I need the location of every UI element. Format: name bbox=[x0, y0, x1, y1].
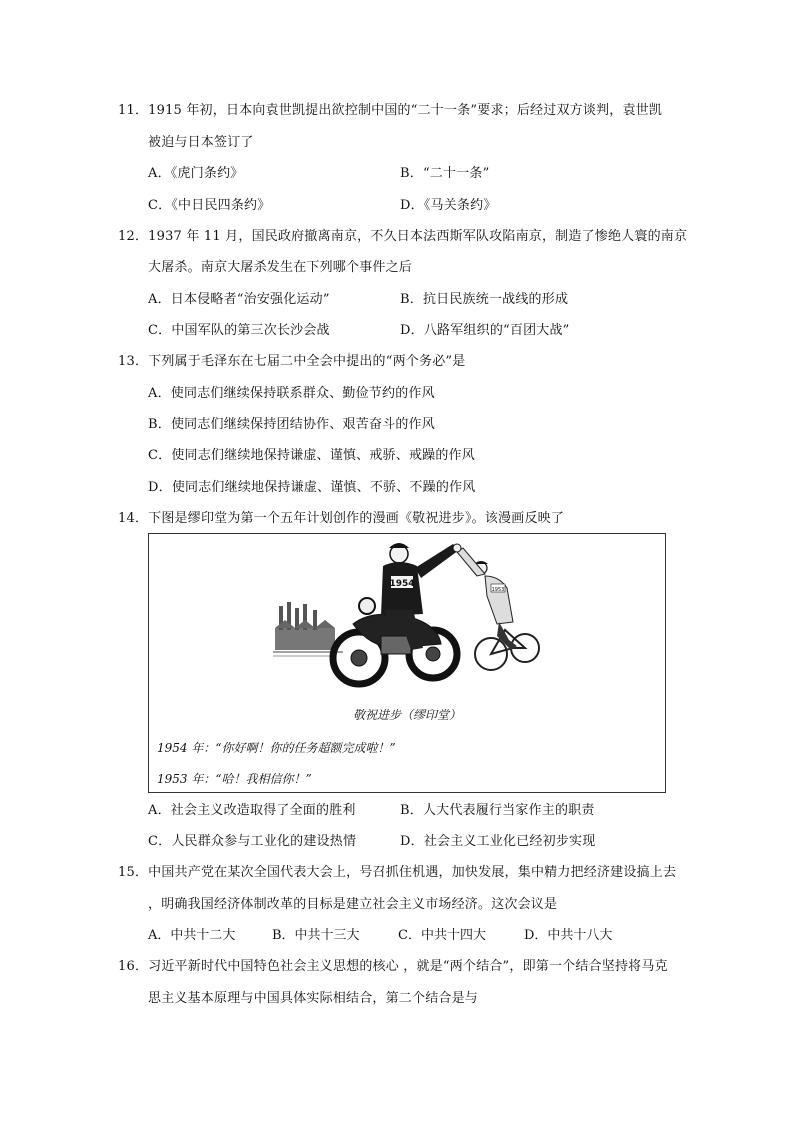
question-14-option-d: D．社会主义工业化已经初步实现 bbox=[400, 834, 596, 849]
question-12-option-d: D．八路军组织的“百团大战” bbox=[400, 323, 570, 338]
question-15-option-a: A．中共十二大 bbox=[148, 928, 236, 943]
badge-1953-label: 1953 bbox=[491, 587, 505, 593]
handshake bbox=[453, 544, 461, 552]
question-14-stem: 14．下图是缪印堂为第一个五年计划创作的漫画《敬祝进步》。该漫画反映了 bbox=[118, 511, 565, 526]
cartoon-caption: 敬祝进步（缪印堂） bbox=[352, 708, 461, 722]
question-11-option-a: A．《虎门条约》 bbox=[148, 166, 244, 181]
question-12-option-a: A．日本侵略者“治安强化运动” bbox=[148, 292, 330, 307]
question-14-option-c: C．人民群众参与工业化的建设热情 bbox=[148, 834, 357, 849]
question-11-stem: 11．1915 年初，日本向袁世凯提出欲控制中国的“二十一条”要求；后经过双方谈判，袁世凯 bbox=[118, 103, 663, 118]
cartoon-dialogue-1954: 1954 年：“你好啊！你的任务超额完成啦！” bbox=[157, 741, 396, 755]
question-11-option-d: D．《马关条约》 bbox=[400, 198, 497, 213]
question-12-option-b: B．抗日民族统一战线的形成 bbox=[400, 292, 569, 307]
cartoon-figure bbox=[148, 533, 666, 793]
question-12-stem: 12．1937 年 11 月，国民政府撤离南京，不久日本法西斯军队攻陷南京，制造了惨绝人寰的南京 bbox=[118, 229, 688, 244]
question-15-option-c: C．中共十四大 bbox=[398, 928, 486, 943]
bicycle bbox=[475, 630, 539, 670]
question-11-option-b: B．“二十一条” bbox=[400, 166, 490, 181]
rider-1953 bbox=[457, 548, 517, 650]
question-13-option-c: C．使同志们继续地保持谦虚、谨慎、戒骄、戒躁的作风 bbox=[148, 448, 475, 463]
cartoon-illustration bbox=[273, 536, 543, 701]
question-15-stem-cont: ，明确我国经济体制改革的目标是建立社会主义市场经济。这次会议是 bbox=[148, 897, 558, 912]
question-16-stem-cont: 思主义基本原理与中国具体实际相结合，第二个结合是与 bbox=[148, 991, 479, 1006]
question-14-option-b: B．人大代表履行当家作主的职责 bbox=[400, 803, 595, 818]
question-13-option-d: D．使同志们继续地保持谦虚、谨慎、不骄、不躁的作风 bbox=[148, 480, 476, 495]
factory-silhouette bbox=[275, 602, 335, 650]
question-11-stem-cont: 被迫与日本签订了 bbox=[148, 135, 254, 150]
question-12-option-c: C．中国军队的第三次长沙会战 bbox=[148, 323, 330, 338]
question-13-stem: 13．下列属于毛泽东在七届二中全会中提出的“两个务必”是 bbox=[118, 354, 466, 369]
question-15-stem: 15．中国共产党在某次全国代表大会上，号召抓住机遇，加快发展，集中精力把经济建设搞上去 bbox=[118, 865, 677, 880]
question-14-option-a: A．社会主义改造取得了全面的胜利 bbox=[148, 803, 356, 818]
question-13-option-b: B．使同志们继续保持团结协作、艰苦奋斗的作风 bbox=[148, 417, 435, 432]
question-12-stem-cont: 大屠杀。南京大屠杀发生在下列哪个事件之后 bbox=[148, 260, 413, 275]
badge-1954-label: 1954 bbox=[389, 579, 415, 589]
question-15-option-b: B．中共十三大 bbox=[272, 928, 360, 943]
question-15-option-d: D．中共十八大 bbox=[524, 928, 613, 943]
question-13-option-a: A．使同志们继续保持联系群众、勤俭节约的作风 bbox=[148, 386, 435, 401]
cartoon-dialogue-1953: 1953 年：“哈！我相信你！” bbox=[157, 772, 312, 786]
question-11-option-c: C．《中日民四条约》 bbox=[148, 198, 271, 213]
question-16-stem: 16．习近平新时代中国特色社会主义思想的核心 ，就是“两个结合”，即第一个结合坚持将马克 bbox=[118, 959, 668, 974]
